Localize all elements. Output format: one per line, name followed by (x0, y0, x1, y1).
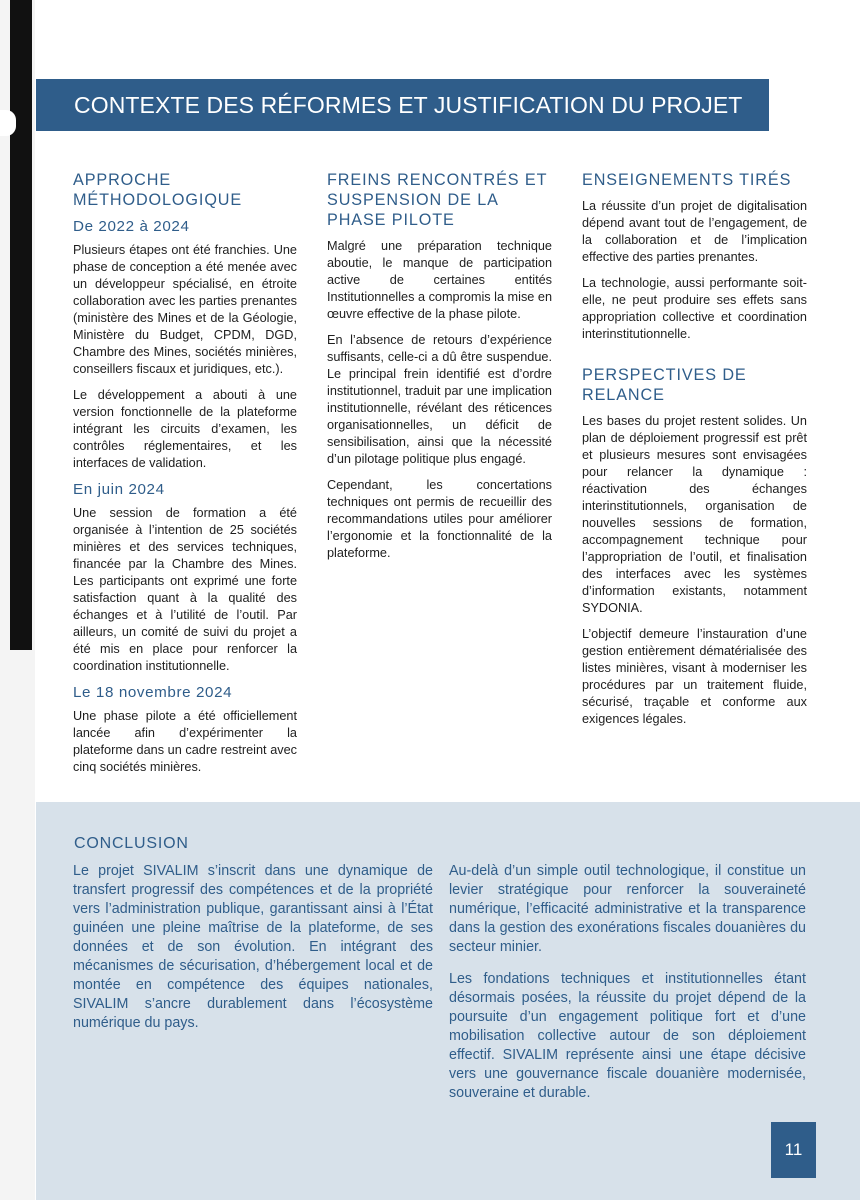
column-obstacles (327, 170, 552, 571)
conclusion-column-right (449, 862, 806, 1116)
section-title-banner (36, 79, 769, 131)
paragraph: Cependant, les concertations techniques ont permis de recueillir des recommandations utiles pour améliorer l’ergonomie et la fonctionnalité de la plateforme. (327, 478, 552, 560)
conclusion-paragraph: Les fondations techniques et institutionnelles étant désormais posées, la réussite du projet dépend de la poursuite d’un engagement politique fort et d’une mobilisation collective autour de son déploiement effectif. SIVALIM représente ainsi une étape décisive vers une gouvernance fiscale douanière modernisée, souveraine et durable. (449, 971, 806, 1101)
page-number: 11 (771, 1122, 816, 1178)
heading-methodology: APPROCHE MÉTHODOLOGIQUE (73, 171, 243, 209)
paragraph: Malgré une préparation technique aboutie, le manque de participation active de certaines entités Institutionnelles a compromis la mise en œuvre effective de la phase pilote. (327, 239, 552, 321)
paragraph: La réussite d’un projet de digitalisation dépend avant tout de l’engagement, de la collaboration et de l’implication effective des parties prenantes. (582, 199, 807, 264)
paragraph: La technologie, aussi performante soit-elle, ne peut produire ses effets sans appropriation collective et coordination interinstitutionnelle. (582, 276, 807, 341)
conclusion-paragraph: Au-delà d’un simple outil technologique, il constitue un levier stratégique pour renforcer la souveraineté numérique, l’efficacité administrative et la transparence dans la gestion des exonérations fiscales douanières du secteur minier. (449, 863, 806, 955)
paragraph: L’objectif demeure l’instauration d’une gestion entièrement dématérialisée des listes minières, visant à moderniser les procédures par un traitement fluide, sécurisé, traçable et conforme aux exigences légales. (582, 627, 807, 726)
subheading-june-2024: En juin 2024 (73, 481, 165, 498)
column-approach (73, 170, 297, 785)
column-lessons (582, 170, 807, 737)
paragraph: En l’absence de retours d’expérience suffisants, celle-ci a dû être suspendue. Le principal frein identifié est d’ordre institutionnel, traduit par une implication institutionnelle, révélant des réticences organisationnelles, un déficit de sensibilisation, ainsi que la nécessité d’un pilotage politique plus engagé. (327, 333, 552, 466)
subheading-november-2024: Le 18 novembre 2024 (73, 684, 233, 701)
conclusion-box (36, 802, 860, 1200)
subheading-2022-2024: De 2022 à 2024 (73, 218, 190, 235)
paragraph: Plusieurs étapes ont été franchies. Une phase de conception a été menée avec un développeur spécialisé, en étroite collaboration avec les parties prenantes (ministère des Mines et de la Géologie, Ministère du Budget, CPDM, DGD, Chambre des Mines, sociétés minières, conseillers fiscaux et juridiques, etc.). (73, 243, 297, 376)
binding-notch (0, 110, 16, 136)
conclusion-paragraph: Le projet SIVALIM s’inscrit dans une dynamique de transfert progressif des compétences et de la propriété vers l’administration publique, garantissant ainsi à l’État guinéen une pleine maîtrise de la plateforme, de ses données et de son évolution. En intégrant des mécanismes de sécurisation, d’hébergement local et de montée en compétence des équipes nationales, SIVALIM s’ancre durablement dans l’écosystème numérique du pays. (73, 863, 433, 1031)
binding-shadow (10, 0, 32, 650)
heading-lessons: ENSEIGNEMENTS TIRÉS (582, 171, 792, 189)
paragraph: Le développement a abouti à une version fonctionnelle de la plateforme intégrant les circuits d’examen, les contrôles réglementaires, et les interfaces de validation. (73, 388, 297, 470)
conclusion-column-left (73, 862, 433, 1046)
heading-obstacles: FREINS RENCONTRÉS ET SUSPENSION DE LA PHASE PILOTE (327, 171, 548, 229)
heading-perspectives: PERSPECTIVES DE RELANCE (582, 366, 747, 404)
conclusion-title: CONCLUSION (74, 835, 189, 852)
paragraph: Une phase pilote a été officiellement lancée afin d’expérimenter la plateforme dans un cadre restreint avec cinq sociétés minières. (73, 709, 297, 774)
paragraph: Une session de formation a été organisée à l’intention de 25 sociétés minières et des services techniques, financée par la Chambre des Mines. Les participants ont exprimé une forte satisfaction quant à la qualité des échanges et à l’utilité de l’outil. Par ailleurs, un comité de suivi du projet a été mis en place pour renforcer la coordination institutionnelle. (73, 506, 297, 673)
paragraph: Les bases du projet restent solides. Un plan de déploiement progressif est prêt et plusieurs mesures sont envisagées pour relancer la dynamique : réactivation des échanges interinstitutionnels, organisation de nouvelles sessions de formation, accompagnement technique pour l’appropriation de l’outil, et finalisation des interfaces avec les systèmes d’information existants, notamment SYDONIA. (582, 414, 807, 615)
page-title: CONTEXTE DES RÉFORMES ET JUSTIFICATION DU PROJET (74, 91, 743, 118)
